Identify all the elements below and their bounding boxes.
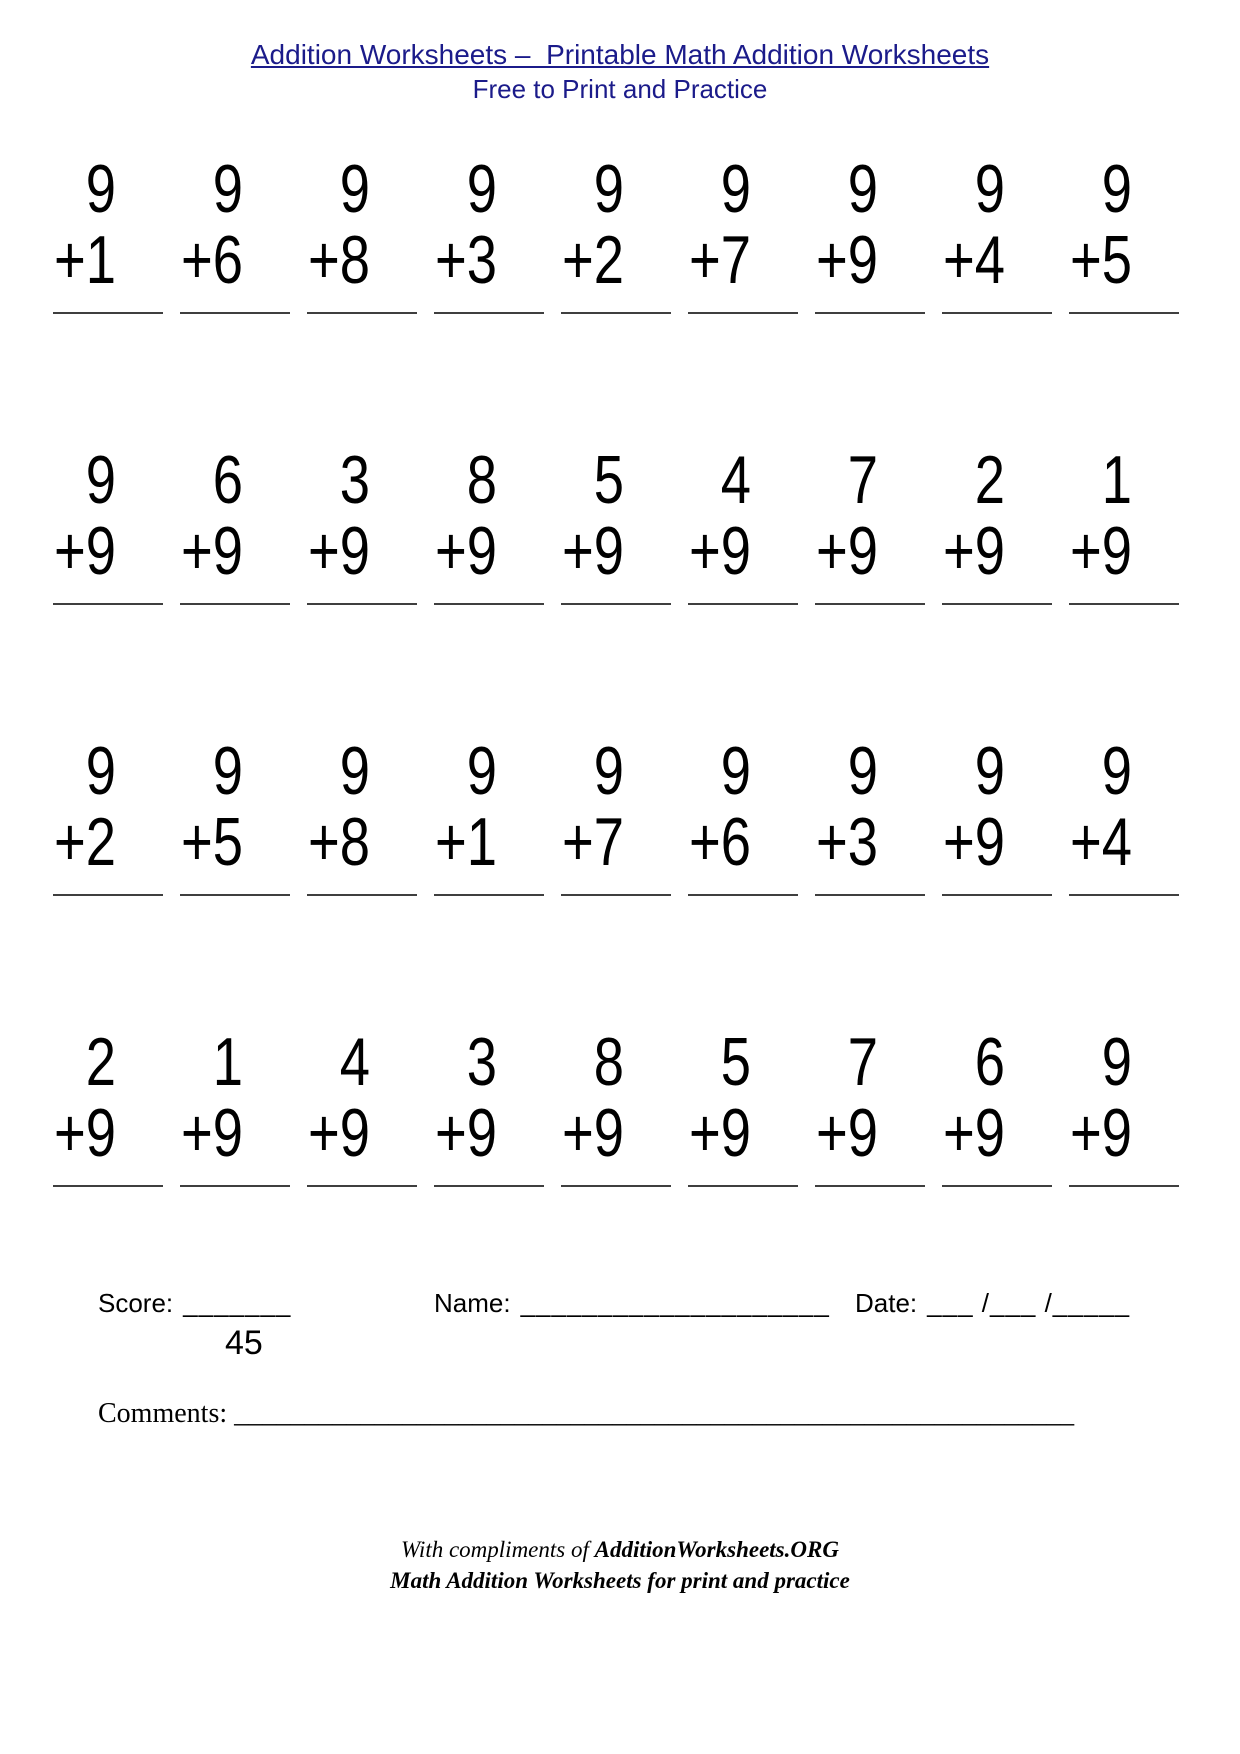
answer-line[interactable] [53, 1185, 163, 1187]
addend-top: 9 [593, 733, 624, 809]
answer-line[interactable] [942, 603, 1052, 605]
addition-problem [175, 442, 302, 605]
answer-line[interactable] [180, 894, 290, 896]
addend-top: 9 [1101, 151, 1132, 227]
addition-problem [683, 151, 810, 314]
addition-problem [683, 442, 810, 605]
addend-bottom: +7 [688, 222, 751, 298]
answer-line[interactable] [180, 603, 290, 605]
answer-line[interactable] [561, 603, 671, 605]
addend-bottom: +9 [815, 513, 878, 589]
addend-top: 3 [466, 1024, 497, 1100]
addition-problem [683, 1024, 810, 1187]
addend-bottom: +9 [180, 1095, 243, 1171]
addend-top: 4 [720, 442, 751, 518]
addition-problem [810, 442, 937, 605]
problem-numbers [937, 151, 1005, 298]
addend-top: 2 [85, 1024, 116, 1100]
addend-bottom: +8 [307, 804, 370, 880]
addend-top: 9 [339, 151, 370, 227]
answer-line[interactable] [815, 603, 925, 605]
addend-bottom: +9 [53, 1095, 116, 1171]
score-value: 45 [225, 1324, 263, 1362]
addend-bottom: +9 [815, 1095, 878, 1171]
problem-numbers [175, 733, 243, 880]
addend-bottom: +6 [180, 222, 243, 298]
name-field [434, 1288, 830, 1318]
addend-top: 5 [720, 1024, 751, 1100]
addition-problem [937, 1024, 1064, 1187]
answer-line[interactable] [561, 312, 671, 314]
problem-numbers [48, 442, 116, 589]
name-blank[interactable]: ____________________ [520, 1288, 830, 1318]
addend-bottom: +9 [688, 513, 751, 589]
problem-numbers [48, 1024, 116, 1171]
addend-top: 7 [847, 442, 878, 518]
addend-bottom: +9 [942, 1095, 1005, 1171]
addition-problem [937, 151, 1064, 314]
addend-top: 2 [974, 442, 1005, 518]
answer-line[interactable] [434, 1185, 544, 1187]
footer-site-name: AdditionWorksheets.ORG [594, 1537, 839, 1562]
problem-numbers [810, 1024, 878, 1171]
addition-problem [48, 151, 175, 314]
answer-line[interactable] [815, 894, 925, 896]
title-link[interactable]: Addition Worksheets – Printable Math Addition Worksheets [250, 39, 990, 70]
answer-line[interactable] [815, 312, 925, 314]
addend-top: 6 [974, 1024, 1005, 1100]
problem-numbers [48, 151, 116, 298]
answer-line[interactable] [561, 894, 671, 896]
addition-problem [302, 1024, 429, 1187]
addend-top: 4 [339, 1024, 370, 1100]
addend-top: 9 [974, 151, 1005, 227]
problem-numbers [302, 151, 370, 298]
addend-top: 9 [720, 733, 751, 809]
answer-line[interactable] [53, 894, 163, 896]
addend-bottom: +9 [434, 1095, 497, 1171]
problem-numbers [810, 733, 878, 880]
addend-bottom: +9 [307, 513, 370, 589]
addition-problem [429, 151, 556, 314]
answer-line[interactable] [1069, 312, 1179, 314]
addend-bottom: +9 [307, 1095, 370, 1171]
score-label: Score: [98, 1288, 174, 1318]
addend-top: 9 [85, 151, 116, 227]
addition-problem [1064, 151, 1191, 314]
addition-problem [48, 733, 175, 896]
addend-bottom: +3 [815, 804, 878, 880]
problem-row [48, 1024, 1191, 1187]
problem-numbers [683, 151, 751, 298]
answer-line[interactable] [307, 603, 417, 605]
problem-numbers [1064, 442, 1132, 589]
date-blank[interactable]: ___ /___ /_____ [927, 1288, 1131, 1318]
answer-line[interactable] [1069, 1185, 1179, 1187]
problem-numbers [556, 442, 624, 589]
comments-field [98, 1398, 1074, 1430]
addend-top: 8 [593, 1024, 624, 1100]
addition-problem [556, 151, 683, 314]
problem-numbers [556, 1024, 624, 1171]
addend-bottom: +9 [688, 1095, 751, 1171]
problem-numbers [556, 733, 624, 880]
answer-line[interactable] [688, 894, 798, 896]
addend-bottom: +9 [561, 513, 624, 589]
addend-bottom: +9 [180, 513, 243, 589]
addition-problem [175, 1024, 302, 1187]
addend-top: 9 [212, 733, 243, 809]
addition-problem [1064, 733, 1191, 896]
addition-problem [937, 733, 1064, 896]
answer-line[interactable] [1069, 894, 1179, 896]
addition-problem [302, 733, 429, 896]
addend-bottom: +5 [1069, 222, 1132, 298]
addend-bottom: +9 [942, 804, 1005, 880]
problem-numbers [683, 733, 751, 880]
score-field [98, 1288, 291, 1318]
problem-row [48, 733, 1191, 896]
addition-problem [810, 1024, 937, 1187]
addition-problem [810, 151, 937, 314]
addend-bottom: +3 [434, 222, 497, 298]
answer-line[interactable] [307, 312, 417, 314]
answer-line[interactable] [307, 894, 417, 896]
addend-top: 9 [85, 442, 116, 518]
addend-bottom: +4 [942, 222, 1005, 298]
answer-line[interactable] [688, 1185, 798, 1187]
addend-top: 9 [1101, 1024, 1132, 1100]
problem-numbers [683, 1024, 751, 1171]
problem-numbers [937, 733, 1005, 880]
addend-top: 6 [212, 442, 243, 518]
addend-top: 9 [974, 733, 1005, 809]
addend-bottom: +9 [1069, 1095, 1132, 1171]
footer-compliments-prefix: With compliments of [401, 1537, 595, 1562]
addition-problem [556, 733, 683, 896]
addend-top: 7 [847, 1024, 878, 1100]
addend-bottom: +9 [53, 513, 116, 589]
problem-numbers [1064, 151, 1132, 298]
addend-top: 3 [339, 442, 370, 518]
addend-bottom: +8 [307, 222, 370, 298]
footer-tagline: Math Addition Worksheets for print and practice [390, 1568, 850, 1593]
date-label: Date: [855, 1288, 918, 1318]
problem-numbers [429, 733, 497, 880]
answer-line[interactable] [942, 1185, 1052, 1187]
addition-problem [302, 151, 429, 314]
addend-bottom: +9 [815, 222, 878, 298]
addend-bottom: +1 [53, 222, 116, 298]
addend-bottom: +9 [942, 513, 1005, 589]
addition-problem [556, 1024, 683, 1187]
addition-problem [48, 442, 175, 605]
comments-label: Comments: [98, 1398, 228, 1429]
addend-bottom: +1 [434, 804, 497, 880]
problem-row [48, 151, 1191, 314]
addition-problem [1064, 442, 1191, 605]
answer-line[interactable] [180, 312, 290, 314]
addend-bottom: +7 [561, 804, 624, 880]
answer-line[interactable] [307, 1185, 417, 1187]
answer-line[interactable] [53, 603, 163, 605]
addition-problem [429, 442, 556, 605]
addition-problem [937, 442, 1064, 605]
problem-numbers [175, 442, 243, 589]
answer-line[interactable] [434, 312, 544, 314]
answer-line[interactable] [815, 1185, 925, 1187]
addition-problem [429, 733, 556, 896]
answer-line[interactable] [942, 312, 1052, 314]
footer [0, 1534, 1240, 1596]
problem-row [48, 442, 1191, 605]
problem-numbers [48, 733, 116, 880]
addend-top: 9 [466, 151, 497, 227]
problem-numbers [937, 1024, 1005, 1171]
addend-bottom: +9 [434, 513, 497, 589]
addend-top: 9 [720, 151, 751, 227]
addend-bottom: +2 [561, 222, 624, 298]
problem-numbers [302, 1024, 370, 1171]
addend-top: 9 [85, 733, 116, 809]
addition-problem [429, 1024, 556, 1187]
addend-top: 9 [466, 733, 497, 809]
addition-problem [683, 733, 810, 896]
footer-compliments-line [0, 1534, 1240, 1565]
addition-problem [1064, 1024, 1191, 1187]
answer-line[interactable] [180, 1185, 290, 1187]
addend-top: 9 [847, 733, 878, 809]
addition-problem [175, 733, 302, 896]
comments-blank[interactable]: ____________________________________________________________ [234, 1398, 1075, 1429]
addend-bottom: +9 [1069, 513, 1132, 589]
problem-numbers [429, 1024, 497, 1171]
answer-line[interactable] [561, 1185, 671, 1187]
addition-problem [302, 442, 429, 605]
problem-numbers [683, 442, 751, 589]
problem-numbers [1064, 733, 1132, 880]
addend-bottom: +9 [561, 1095, 624, 1171]
addend-top: 9 [847, 151, 878, 227]
addend-top: 9 [1101, 733, 1132, 809]
answer-line[interactable] [1069, 603, 1179, 605]
addend-top: 8 [466, 442, 497, 518]
addend-top: 1 [1101, 442, 1132, 518]
addend-top: 9 [339, 733, 370, 809]
addend-top: 9 [593, 151, 624, 227]
answer-line[interactable] [434, 603, 544, 605]
addend-top: 9 [212, 151, 243, 227]
addition-problem [556, 442, 683, 605]
problem-numbers [429, 442, 497, 589]
answer-line[interactable] [53, 312, 163, 314]
problem-numbers [302, 733, 370, 880]
addend-bottom: +4 [1069, 804, 1132, 880]
answer-line[interactable] [942, 894, 1052, 896]
problem-numbers [1064, 1024, 1132, 1171]
addition-problem [175, 151, 302, 314]
addend-top: 1 [212, 1024, 243, 1100]
date-field [855, 1288, 1130, 1318]
addend-bottom: +2 [53, 804, 116, 880]
problem-numbers [810, 442, 878, 589]
problem-numbers [175, 1024, 243, 1171]
addend-bottom: +6 [688, 804, 751, 880]
answer-line[interactable] [434, 894, 544, 896]
addition-problem [810, 733, 937, 896]
problem-numbers [302, 442, 370, 589]
problem-numbers [810, 151, 878, 298]
addend-top: 5 [593, 442, 624, 518]
addition-problem [48, 1024, 175, 1187]
answer-line[interactable] [688, 603, 798, 605]
score-blank[interactable]: _______ [183, 1288, 292, 1318]
addend-bottom: +5 [180, 804, 243, 880]
title-block [0, 38, 1240, 106]
problem-numbers [175, 151, 243, 298]
name-label: Name: [434, 1288, 511, 1318]
title-subtitle: Free to Print and Practice [472, 74, 768, 104]
problem-numbers [937, 442, 1005, 589]
answer-line[interactable] [688, 312, 798, 314]
problem-numbers [429, 151, 497, 298]
problem-numbers [556, 151, 624, 298]
